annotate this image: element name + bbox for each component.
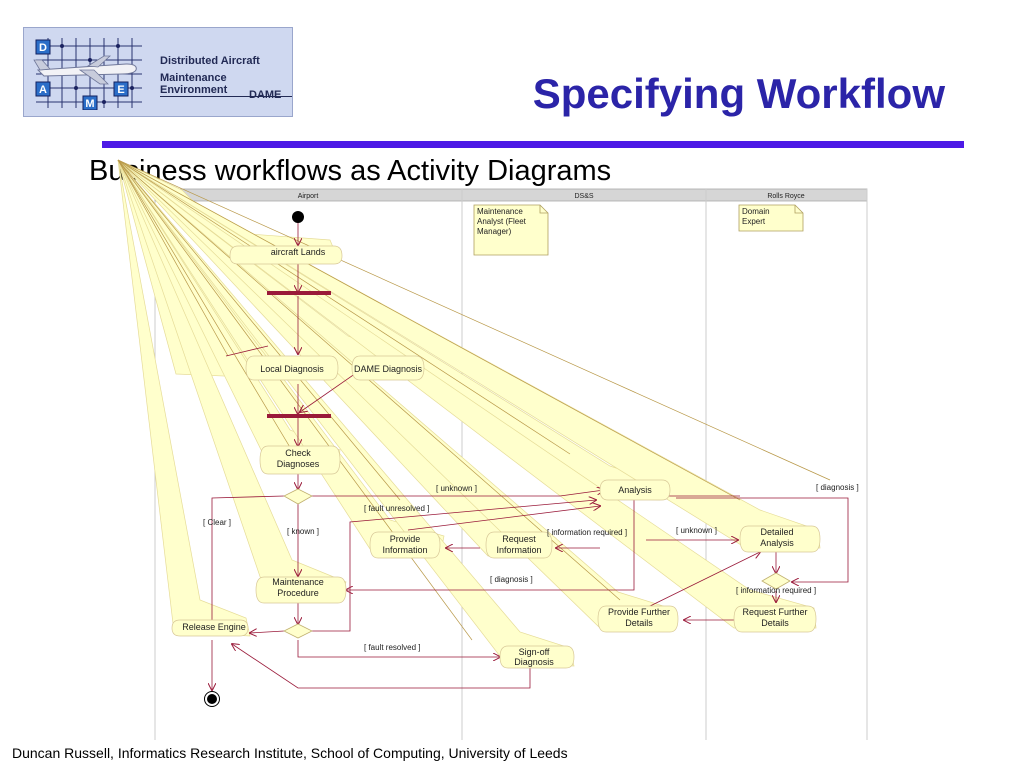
- activity-provide-information: [370, 532, 440, 558]
- activity-check-diagnoses-label: Check Diagnoses: [276, 448, 320, 469]
- fork-bar: [267, 291, 331, 295]
- activity-release-engine-label: Release Engine: [182, 622, 246, 632]
- activity-detailed-analysis-label: Detailed Analysis: [760, 527, 794, 548]
- activity-signoff-diagnosis: [500, 646, 574, 668]
- activity-provide-information-label: Provide Information: [382, 534, 428, 555]
- activity-maintenance-procedure: [256, 577, 346, 603]
- join-bar: [267, 414, 331, 418]
- activity-request-information: [486, 532, 552, 558]
- activity-local-diagnosis: [246, 356, 338, 380]
- activity-release-engine: [172, 620, 248, 636]
- guard-unknown: [ unknown ]: [436, 484, 477, 493]
- activity-aircraft-lands: [230, 246, 342, 264]
- activity-check-diagnoses: [260, 446, 340, 474]
- guard-clear: [ Clear ]: [203, 518, 232, 527]
- activity-provide-further-details-label: Provide Further Details: [607, 607, 671, 628]
- activity-aircraft-lands-label: aircraft Lands: [270, 247, 326, 257]
- logo-letter-m: M: [85, 98, 95, 110]
- slide-title: Specifying Workflow: [532, 70, 945, 117]
- activity-request-further-details-label: Request Further Details: [742, 607, 808, 628]
- logo-letter-e: E: [117, 84, 125, 96]
- activity-maintenance-procedure-label: Maintenance Procedure: [272, 577, 324, 598]
- note-maintenance-analyst: [474, 205, 548, 255]
- guard-known: [ known ]: [287, 527, 320, 536]
- guard-fault-unresolved: [ fault unresolved ]: [364, 504, 430, 513]
- final-node-core: [207, 694, 217, 704]
- activity-detailed-analysis: [740, 526, 820, 552]
- activity-dame-diagnosis-label: DAME Diagnosis: [353, 364, 423, 374]
- logo-line-1: Distributed Aircraft: [160, 55, 260, 67]
- activity-dame-diagnosis: [352, 356, 424, 380]
- logo-line-2: Maintenance Environment: [160, 72, 292, 97]
- activity-request-information-label: Request Information: [496, 534, 542, 555]
- guard-information-required: [ information required ]: [547, 528, 628, 537]
- guard-fault-resolved: [ fault resolved ]: [364, 643, 421, 652]
- logo-letter-d: D: [39, 42, 47, 54]
- logo-letter-a: A: [39, 84, 47, 96]
- slide-subtitle: Business workflows as Activity Diagrams: [89, 155, 612, 187]
- activity-analysis-label: Analysis: [618, 485, 652, 495]
- guard-unknown-2: [ unknown ]: [676, 526, 717, 535]
- decision-node-release: [284, 624, 312, 638]
- lane-header-dss: DS&S: [574, 193, 594, 200]
- note-domain-expert-text: Domain Expert: [742, 207, 770, 226]
- guard-diagnosis: [ diagnosis ]: [816, 483, 859, 492]
- initial-node: [292, 211, 304, 223]
- activity-signoff-diagnosis-label: Sign-off Diagnosis: [514, 647, 554, 667]
- activity-analysis: [600, 480, 670, 500]
- note-maintenance-analyst-text: Maintenance Analyst (Fleet Manager): [477, 207, 526, 236]
- slide-footer: Duncan Russell, Informatics Research Institute, School of Computing, University of Leeds: [12, 745, 568, 761]
- guard-information-required-2: [ information required ]: [736, 586, 817, 595]
- guard-diagnosis-2: [ diagnosis ]: [490, 575, 533, 584]
- logo-line-3: DAME: [249, 89, 282, 101]
- decision-node-check: [284, 489, 312, 504]
- activity-local-diagnosis-label: Local Diagnosis: [260, 364, 324, 374]
- lane-header-airport: Airport: [297, 193, 319, 200]
- activity-request-further-details: [734, 606, 816, 632]
- activity-provide-further-details: [598, 606, 678, 632]
- swimlane-header-bar: [155, 189, 867, 201]
- lane-header-rolls-royce: Rolls Royce: [767, 193, 805, 200]
- note-domain-expert: [739, 205, 803, 231]
